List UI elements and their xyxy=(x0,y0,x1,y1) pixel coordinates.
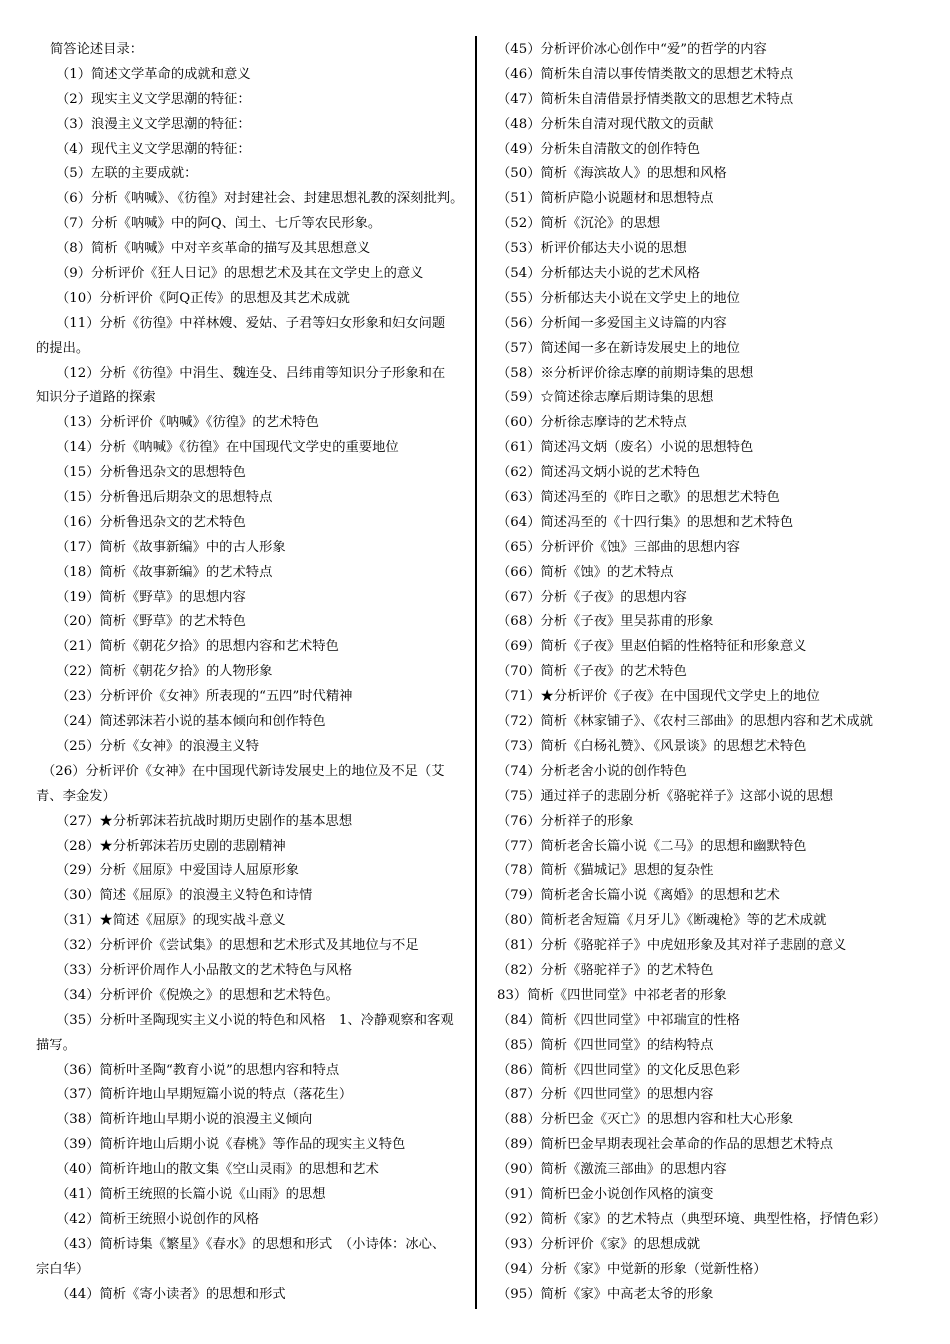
toc-line: （32）分析评价《尝试集》的思想和艺术形式及其地位与不足 xyxy=(56,938,419,954)
toc-line: （72）简析《林家铺子》、《农村三部曲》的思想内容和艺术成就 xyxy=(497,714,873,730)
toc-line: （25）分析《女神》的浪漫主义特 xyxy=(56,738,260,754)
toc-line: （67）分析《子夜》的思想内容 xyxy=(497,589,687,605)
toc-line: 知识分子道路的探索 xyxy=(36,390,156,406)
toc-line: （59）☆简述徐志摩后期诗集的思想 xyxy=(497,390,714,406)
toc-line: （58）※分析评价徐志摩的前期诗集的思想 xyxy=(497,365,754,381)
toc-line: （79）简析老舍长篇小说《离婚》的思想和艺术 xyxy=(497,888,780,904)
toc-line: （13）分析评价《呐喊》《彷徨》的艺术特色 xyxy=(56,415,319,431)
toc-line: （69）简析《子夜》里赵伯韬的性格特征和形象意义 xyxy=(497,639,807,655)
toc-line: （57）简述闻一多在新诗发展史上的地位 xyxy=(497,340,740,356)
toc-line: （62）简述冯文炳小说的艺术特色 xyxy=(497,465,701,481)
toc-line: （14）分析《呐喊》《彷徨》在中国现代文学史的重要地位 xyxy=(56,440,399,456)
toc-line: （76）分析祥子的形象 xyxy=(497,813,634,829)
toc-line: （64）简述冯至的《十四行集》的思想和艺术特色 xyxy=(497,514,794,530)
toc-line: （39）简析许地山后期小说《春桃》等作品的现实主义特色 xyxy=(56,1137,406,1153)
toc-line: （52）简析《沉沦》的思想 xyxy=(497,216,661,232)
toc-line: （15）分析鲁迅后期杂文的思想特点 xyxy=(56,490,273,506)
toc-line: （18）简析《故事新编》的艺术特点 xyxy=(56,564,273,580)
toc-line: （48）分析朱自清对现代散文的贡献 xyxy=(497,116,714,132)
toc-line: （80）简析老舍短篇《月牙儿》《断魂枪》等的艺术成就 xyxy=(497,913,827,929)
toc-line: （81）分析《骆驼祥子》中虎妞形象及其对祥子悲剧的意义 xyxy=(497,938,847,954)
toc-line: （28）★分析郭沫若历史剧的悲剧精神 xyxy=(56,838,286,854)
toc-line: （88）分析巴金《灭亡》的思想内容和杜大心形象 xyxy=(497,1112,794,1128)
toc-line: （84）简析《四世同堂》中祁瑞宣的性格 xyxy=(497,1012,740,1028)
toc-line: （3）浪漫主义文学思潮的特征： xyxy=(56,116,251,132)
toc-line: （29）分析《屈原》中爱国诗人屈原形象 xyxy=(56,863,299,879)
toc-line: （91）简析巴金小说创作风格的演变 xyxy=(497,1186,714,1202)
toc-line: （4）现代主义文学思潮的特征： xyxy=(56,141,251,157)
toc-line: （31）★简述《屈原》的现实战斗意义 xyxy=(56,913,286,929)
toc-line: （22）简析《朝花夕拾》的人物形象 xyxy=(56,664,273,680)
toc-line: （93）分析评价《家》的思想成就 xyxy=(497,1236,701,1252)
toc-heading: 简答论述目录： xyxy=(50,42,144,57)
toc-line: （66）简析《蚀》的艺术特点 xyxy=(497,564,674,580)
toc-line: （94）分析《家》中觉新的形象（觉新性格） xyxy=(497,1261,767,1277)
toc-line: （86）简析《四世同堂》的文化反思色彩 xyxy=(497,1062,740,1078)
toc-line: （30）简述《屈原》的浪漫主义特色和诗情 xyxy=(56,888,313,904)
toc-line: （36）简析叶圣陶“教育小说”的思想内容和特点 xyxy=(56,1062,340,1078)
toc-line: 83）简析《四世同堂》中祁老者的形象 xyxy=(497,987,727,1003)
toc-line: （11）分析《彷徨》中祥林嫂、爱姑、子君等妇女形象和妇女问题 xyxy=(56,315,446,331)
toc-line: （65）分析评价《蚀》三部曲的思想内容 xyxy=(497,539,740,555)
toc-line: （54）分析郁达夫小说的艺术风格 xyxy=(497,266,701,282)
toc-line: （1）简述文学革命的成就和意义 xyxy=(56,66,251,82)
toc-line: （20）简析《野草》的艺术特色 xyxy=(56,614,246,630)
toc-line: 描写。 xyxy=(36,1037,76,1053)
toc-line: （45）分析评价冰心创作中“爱”的哲学的内容 xyxy=(497,42,767,57)
toc-line: （47）简析朱自清借景抒情类散文的思想艺术特点 xyxy=(497,91,794,107)
toc-line: （63）简述冯至的《昨日之歌》的思想艺术特色 xyxy=(497,490,780,506)
toc-line: （10）分析评价《阿Q正传》的思想及其艺术成就 xyxy=(56,290,350,306)
toc-line: （26）分析评价《女神》在中国现代新诗发展史上的地位及不足（艾 xyxy=(42,763,445,779)
toc-line: 青、李金发） xyxy=(36,788,116,804)
toc-line: （89）简析巴金早期表现社会革命的作品的思想艺术特点 xyxy=(497,1137,834,1153)
toc-line: （55）分析郁达夫小说在文学史上的地位 xyxy=(497,290,740,306)
toc-line: （23）分析评价《女神》所表现的“五四”时代精神 xyxy=(56,689,353,705)
toc-line: （37）简析许地山早期短篇小说的特点（落花生） xyxy=(56,1087,353,1103)
toc-line: （9）分析评价《狂人日记》的思想艺术及其在文学史上的意义 xyxy=(56,266,424,282)
toc-line: （15）分析鲁迅杂文的思想特色 xyxy=(56,465,246,481)
toc-line: 的提出。 xyxy=(36,340,90,356)
toc-line: （70）简析《子夜》的艺术特色 xyxy=(497,664,687,680)
toc-line: （74）分析老舍小说的创作特色 xyxy=(497,763,687,779)
toc-line: （19）简析《野草》的思想内容 xyxy=(56,589,246,605)
toc-line: （2）现实主义文学思潮的特征： xyxy=(56,91,251,107)
toc-line: （82）分析《骆驼祥子》的艺术特色 xyxy=(497,962,714,978)
toc-line: （27）★分析郭沫若抗战时期历史剧作的基本思想 xyxy=(56,813,353,829)
toc-line: （7）分析《呐喊》中的阿Q、闰土、七斤等农民形象。 xyxy=(56,216,382,232)
toc-line: （71）★分析评价《子夜》在中国现代文学史上的地位 xyxy=(497,689,820,705)
toc-line: （42）简析王统照小说创作的风格 xyxy=(56,1211,260,1227)
toc-line: （56）分析闻一多爱国主义诗篇的内容 xyxy=(497,315,727,331)
toc-line: （5）左联的主要成就： xyxy=(56,166,198,182)
toc-line: （6）分析《呐喊》、《彷徨》对封建社会、封建思想礼教的深刻批判。 xyxy=(56,191,464,207)
toc-line: （49）分析朱自清散文的创作特色 xyxy=(497,141,701,157)
toc-line: （12）分析《彷徨》中涓生、魏连殳、吕纬甫等知识分子形象和在 xyxy=(56,365,446,381)
toc-line: （33）分析评价周作人小品散文的艺术特色与风格 xyxy=(56,962,353,978)
toc-line: （51）简析庐隐小说题材和思想特点 xyxy=(497,191,714,207)
toc-line: （16）分析鲁迅杂文的艺术特色 xyxy=(56,514,246,530)
toc-line: （68）分析《子夜》里吴荪甫的形象 xyxy=(497,614,714,630)
toc-line: （43）简析诗集《繁星》《春水》的思想和形式 （小诗体：冰心、 xyxy=(56,1236,446,1252)
toc-line: （78）简析《猫城记》思想的复杂性 xyxy=(497,863,714,879)
right-column xyxy=(497,38,917,1307)
toc-line: （46）简析朱自清以事传情类散文的思想艺术特点 xyxy=(497,66,794,82)
toc-line: （92）简析《家》的艺术特点（典型环境、典型性格，抒情色彩） xyxy=(497,1211,887,1227)
toc-line: （40）简析许地山的散文集《空山灵雨》的思想和艺术 xyxy=(56,1162,379,1178)
toc-line: （50）简析《海滨故人》的思想和风格 xyxy=(497,166,727,182)
column-divider xyxy=(475,36,477,1309)
toc-line: （73）简析《白杨礼赞》、《风景谈》的思想艺术特色 xyxy=(497,738,807,754)
toc-line: （87）分析《四世同堂》的思想内容 xyxy=(497,1087,714,1103)
toc-line: （75）通过祥子的悲剧分析《骆驼祥子》这部小说的思想 xyxy=(497,788,834,804)
toc-line: 宗白华） xyxy=(36,1261,90,1277)
left-column xyxy=(36,38,474,1307)
toc-line: （17）简析《故事新编》中的古人形象 xyxy=(56,539,286,555)
toc-line: （85）简析《四世同堂》的结构特点 xyxy=(497,1037,714,1053)
toc-line: （61）简述冯文炳（废名）小说的思想特色 xyxy=(497,440,754,456)
toc-line: （60）分析徐志摩诗的艺术特点 xyxy=(497,415,687,431)
toc-line: （90）简析《激流三部曲》的思想内容 xyxy=(497,1162,727,1178)
toc-line: （95）简析《家》中高老太爷的形象 xyxy=(497,1286,714,1302)
toc-line: （34）分析评价《倪焕之》的思想和艺术特色。 xyxy=(56,987,339,1003)
toc-line: （44）简析《寄小读者》的思想和形式 xyxy=(56,1286,286,1302)
toc-line: （77）简析老舍长篇小说《二马》的思想和幽默特色 xyxy=(497,838,807,854)
toc-line: （38）简析许地山早期小说的浪漫主义倾向 xyxy=(56,1112,313,1128)
toc-line: （35）分析叶圣陶现实主义小说的特色和风格 1、冷静观察和客观 xyxy=(56,1012,454,1028)
toc-line: （53）析评价郁达夫小说的思想 xyxy=(497,241,687,257)
toc-line: （8）简析《呐喊》中对辛亥革命的描写及其思想意义 xyxy=(56,241,371,257)
toc-line: （41）简析王统照的长篇小说《山雨》的思想 xyxy=(56,1186,326,1202)
toc-line: （24）简述郭沫若小说的基本倾向和创作特色 xyxy=(56,714,326,730)
toc-line: （21）简析《朝花夕拾》的思想内容和艺术特色 xyxy=(56,639,339,655)
